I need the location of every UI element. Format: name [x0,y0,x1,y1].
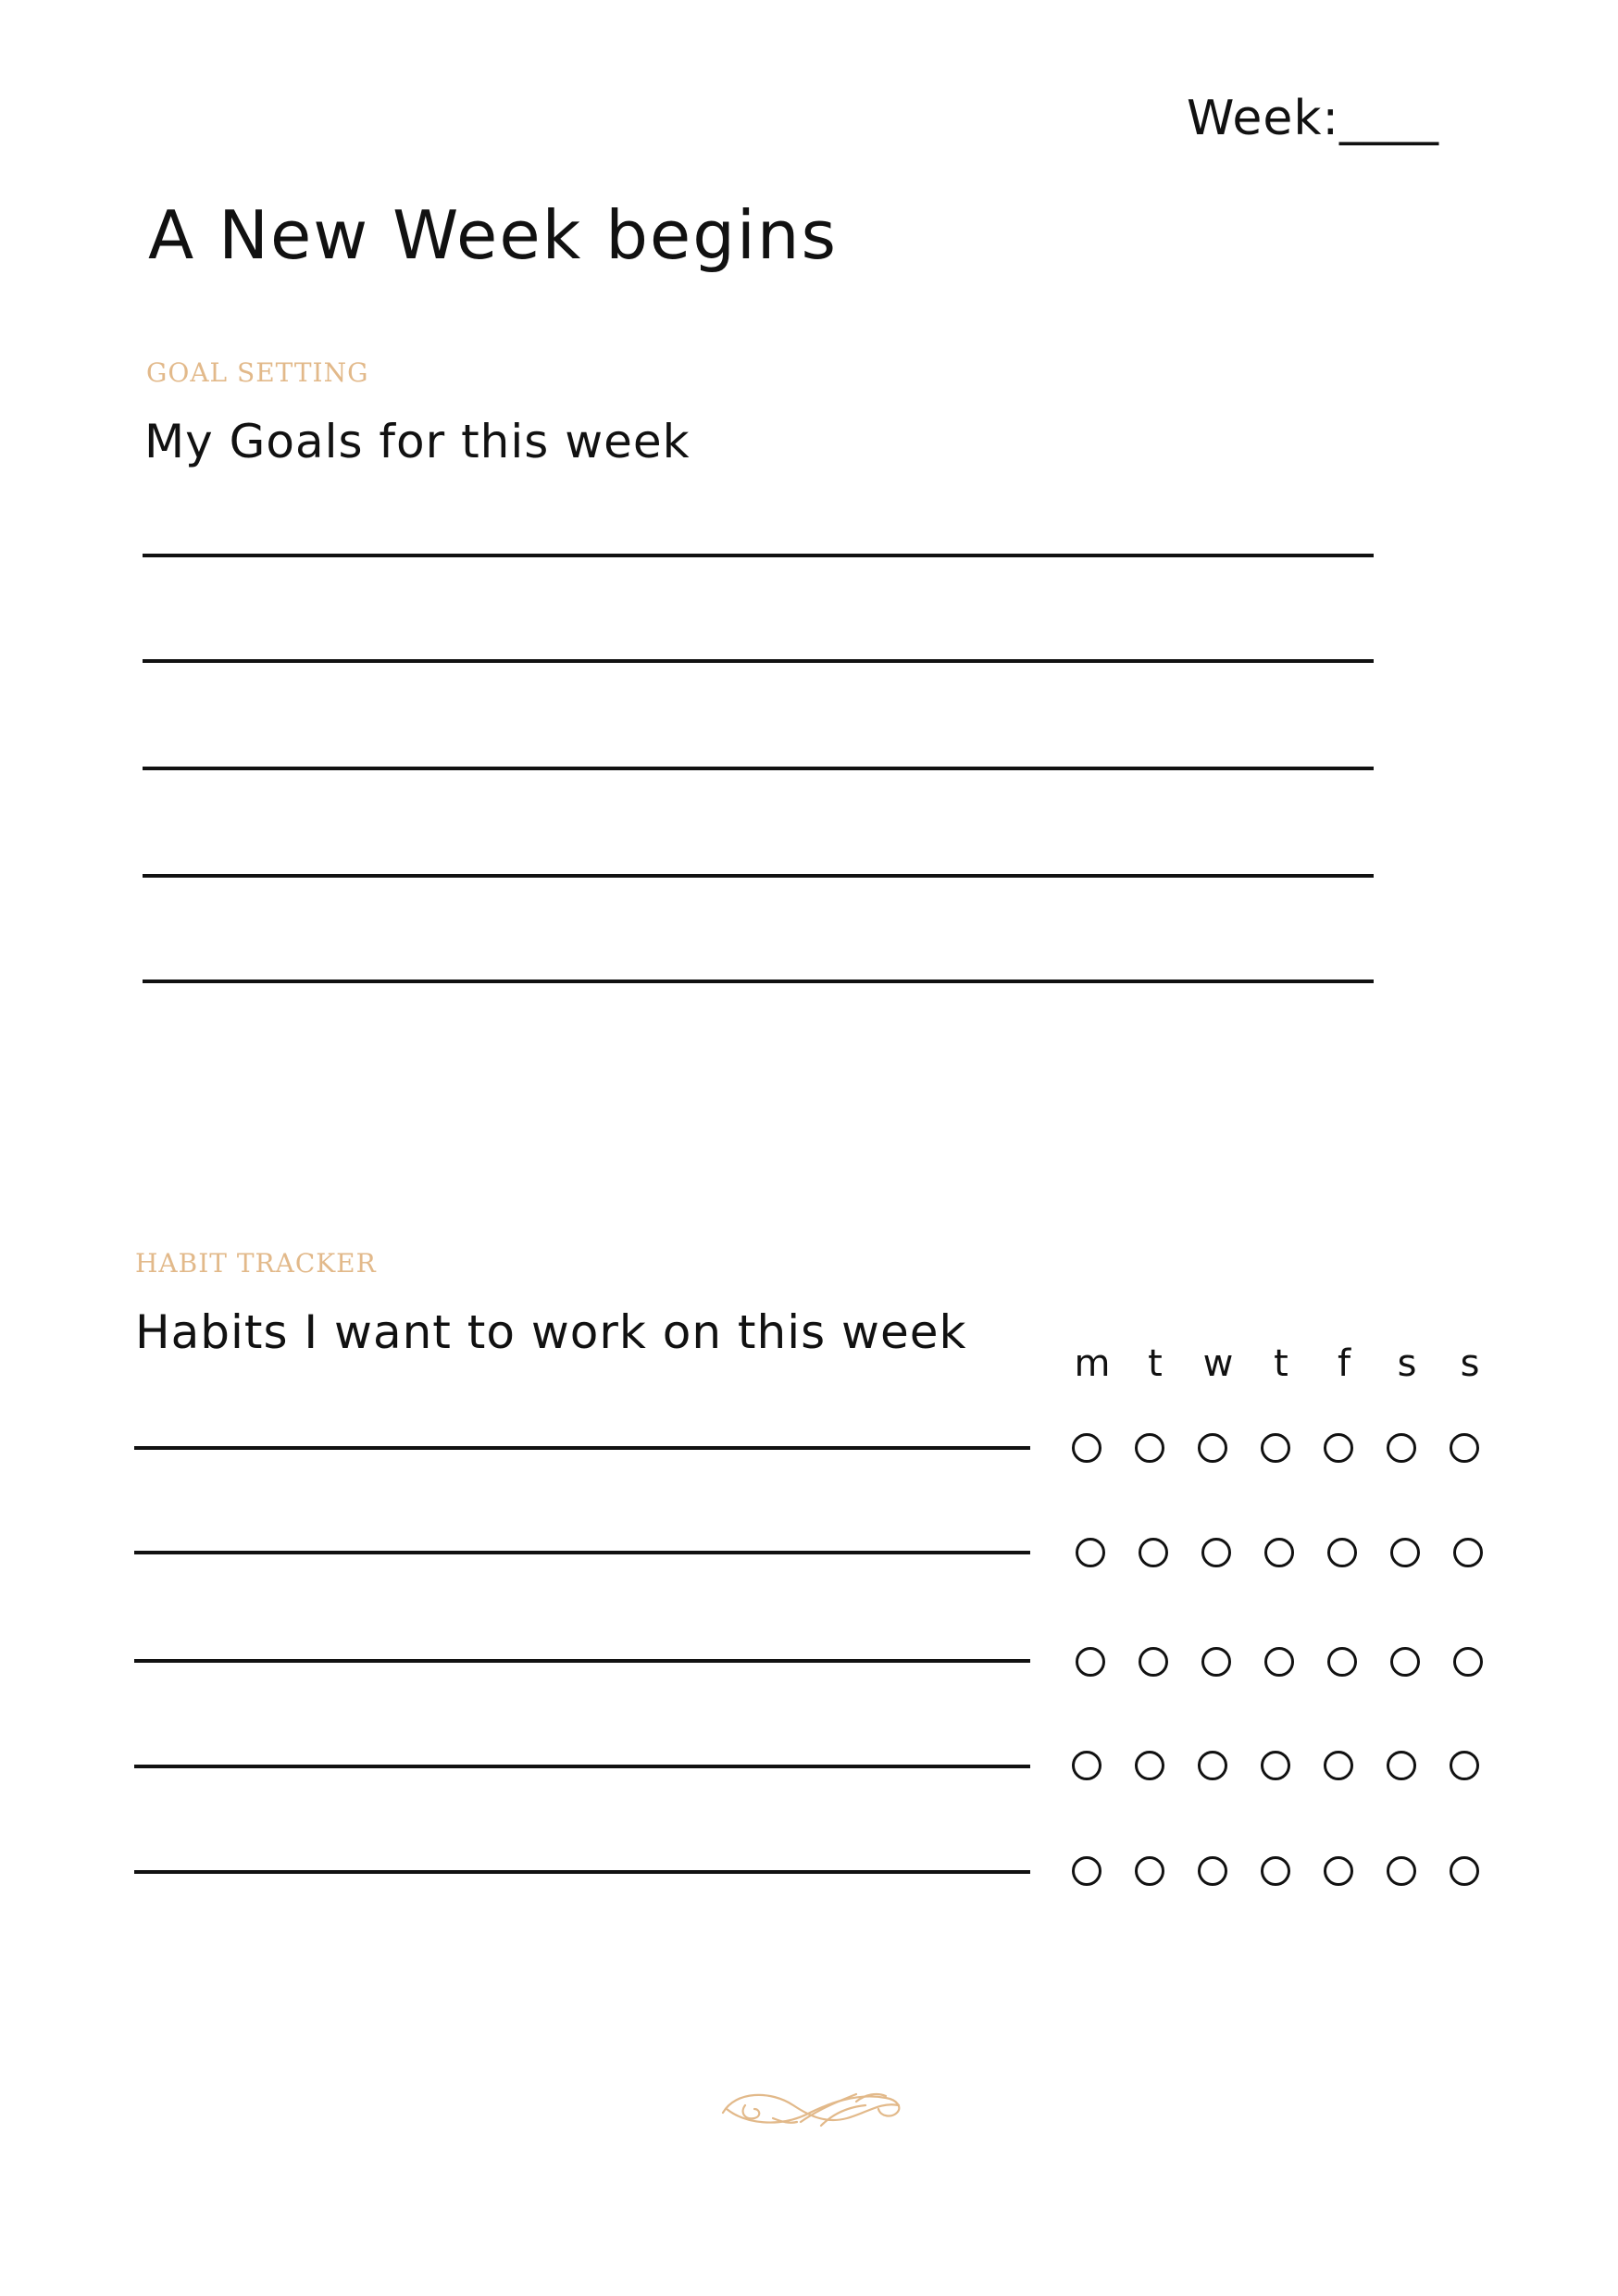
day-letter-sunday: s [1460,1342,1480,1385]
day-letter-tuesday: t [1148,1342,1163,1385]
page-title: A New Week begins [148,196,839,274]
goal-line[interactable] [143,767,1374,770]
habit-checkbox[interactable] [1135,1856,1164,1886]
habit-line[interactable] [134,1870,1030,1874]
goal-line[interactable] [143,659,1374,663]
goal-line[interactable] [143,554,1374,557]
habit-checkbox[interactable] [1327,1538,1357,1567]
habit-checkbox[interactable] [1135,1751,1164,1780]
goal-line[interactable] [143,980,1374,983]
week-number-label: Week:____ [1187,91,1439,146]
habit-checkbox[interactable] [1261,1433,1290,1463]
habit-checkbox[interactable] [1261,1751,1290,1780]
habit-checkbox[interactable] [1453,1538,1483,1567]
habit-checkbox[interactable] [1072,1856,1101,1886]
habit-checkbox[interactable] [1387,1751,1416,1780]
habit-checkbox[interactable] [1387,1433,1416,1463]
habit-checkbox[interactable] [1390,1647,1420,1677]
habit-checkbox[interactable] [1072,1433,1101,1463]
habit-line[interactable] [134,1551,1030,1554]
habit-line[interactable] [134,1765,1030,1768]
goal-setting-section-label: GOAL SETTING [146,357,369,388]
habit-checkbox[interactable] [1198,1856,1227,1886]
day-letter-saturday: s [1397,1342,1417,1385]
goal-line[interactable] [143,874,1374,878]
habit-checkbox[interactable] [1139,1538,1168,1567]
day-letter-friday: f [1337,1342,1351,1385]
habit-checkbox[interactable] [1387,1856,1416,1886]
day-letter-monday: m [1074,1342,1111,1385]
habit-checkbox[interactable] [1450,1433,1479,1463]
habit-checkbox[interactable] [1453,1647,1483,1677]
habit-line[interactable] [134,1446,1030,1450]
day-letter-thursday: t [1274,1342,1288,1385]
habit-checkbox[interactable] [1261,1856,1290,1886]
habit-checkbox[interactable] [1076,1538,1105,1567]
habit-checkbox[interactable] [1139,1647,1168,1677]
habit-checkbox[interactable] [1450,1751,1479,1780]
habit-checkbox[interactable] [1198,1433,1227,1463]
habit-checkbox[interactable] [1450,1856,1479,1886]
habit-checkbox[interactable] [1135,1433,1164,1463]
habit-checkbox[interactable] [1198,1751,1227,1780]
habit-checkbox[interactable] [1201,1538,1231,1567]
habits-heading: Habits I want to work on this week [135,1305,967,1359]
habit-tracker-section-label: HABIT TRACKER [135,1248,377,1279]
habit-checkbox[interactable] [1076,1647,1105,1677]
habit-checkbox[interactable] [1327,1647,1357,1677]
habit-checkbox[interactable] [1264,1647,1294,1677]
flourish-divider-icon [717,2081,907,2139]
habit-checkbox[interactable] [1324,1751,1353,1780]
habit-checkbox[interactable] [1264,1538,1294,1567]
habit-checkbox[interactable] [1324,1856,1353,1886]
habit-checkbox[interactable] [1324,1433,1353,1463]
habit-checkbox[interactable] [1390,1538,1420,1567]
habit-line[interactable] [134,1659,1030,1663]
habit-checkbox[interactable] [1072,1751,1101,1780]
goals-heading: My Goals for this week [144,415,691,468]
habit-checkbox[interactable] [1201,1647,1231,1677]
day-letter-wednesday: w [1202,1342,1234,1385]
